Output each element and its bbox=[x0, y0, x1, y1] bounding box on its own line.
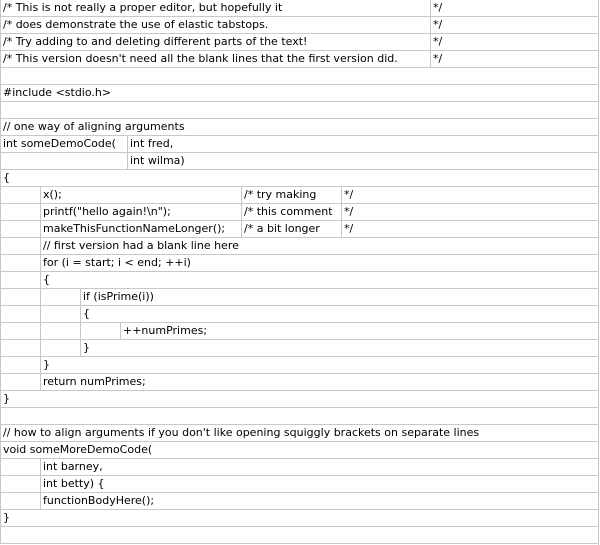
editor-line[interactable] bbox=[0, 493, 599, 510]
editor-line[interactable] bbox=[0, 238, 599, 255]
tab-cell: */ bbox=[341, 187, 599, 203]
tab-cell: // one way of aligning arguments bbox=[0, 119, 599, 135]
tab-cell: int fred, bbox=[127, 136, 599, 152]
tab-cell: */ bbox=[430, 0, 599, 16]
editor-line[interactable] bbox=[0, 459, 599, 476]
tab-cell: */ bbox=[341, 204, 599, 220]
tab-cell: makeThisFunctionNameLonger(); bbox=[40, 221, 241, 237]
tab-cell bbox=[0, 68, 599, 84]
editor-line[interactable] bbox=[0, 85, 599, 102]
tab-cell: for (i = start; i < end; ++i) bbox=[40, 255, 599, 271]
tab-cell bbox=[0, 289, 40, 305]
tab-cell: { bbox=[80, 306, 599, 322]
editor-line[interactable] bbox=[0, 510, 599, 527]
tab-cell: */ bbox=[341, 221, 599, 237]
tab-cell bbox=[0, 204, 40, 220]
tab-cell: printf("hello again!\n"); bbox=[40, 204, 241, 220]
tab-cell bbox=[0, 459, 40, 475]
editor-line[interactable] bbox=[0, 391, 599, 408]
tab-cell bbox=[0, 255, 40, 271]
editor-line[interactable] bbox=[0, 136, 599, 153]
tab-cell: { bbox=[0, 170, 599, 186]
tab-cell bbox=[0, 340, 40, 356]
tab-cell: /* try making bbox=[241, 187, 341, 203]
editor-line[interactable] bbox=[0, 170, 599, 187]
tab-cell: void someMoreDemoCode( bbox=[0, 442, 599, 458]
editor-right-border bbox=[598, 0, 599, 545]
tab-cell: int betty) { bbox=[40, 476, 599, 492]
editor-line[interactable] bbox=[0, 119, 599, 136]
editor-line[interactable] bbox=[0, 0, 599, 17]
editor-line[interactable] bbox=[0, 442, 599, 459]
tab-cell: // how to align arguments if you don't like opening squiggly brackets on separate lines bbox=[0, 425, 599, 441]
tab-cell: int wilma) bbox=[127, 153, 599, 169]
tab-cell: } bbox=[80, 340, 599, 356]
tab-cell: return numPrimes; bbox=[40, 374, 599, 390]
editor-line[interactable] bbox=[0, 306, 599, 323]
tab-cell bbox=[0, 527, 599, 543]
tab-cell bbox=[40, 289, 80, 305]
editor-line[interactable] bbox=[0, 17, 599, 34]
tab-cell: /* this comment bbox=[241, 204, 341, 220]
tab-cell: /* a bit longer bbox=[241, 221, 341, 237]
editor-line[interactable] bbox=[0, 221, 599, 238]
tab-cell: // first version had a blank line here bbox=[40, 238, 599, 254]
tab-cell: */ bbox=[430, 34, 599, 50]
editor-line[interactable] bbox=[0, 187, 599, 204]
editor-line[interactable] bbox=[0, 289, 599, 306]
tab-cell bbox=[0, 493, 40, 509]
editor-line[interactable] bbox=[0, 34, 599, 51]
tab-cell: */ bbox=[430, 51, 599, 67]
editor-line[interactable] bbox=[0, 204, 599, 221]
tab-cell bbox=[80, 323, 120, 339]
tab-cell: #include <stdio.h> bbox=[0, 85, 599, 101]
editor-line[interactable] bbox=[0, 51, 599, 68]
tab-cell: /* Try adding to and deleting different parts of the text! bbox=[0, 34, 430, 50]
tab-cell: } bbox=[40, 357, 599, 373]
tab-cell: /* does demonstrate the use of elastic tabstops. bbox=[0, 17, 430, 33]
editor-line[interactable] bbox=[0, 68, 599, 85]
tab-cell bbox=[0, 238, 40, 254]
tab-cell bbox=[0, 153, 127, 169]
editor-line[interactable] bbox=[0, 357, 599, 374]
tab-cell: { bbox=[40, 272, 599, 288]
tab-cell: functionBodyHere(); bbox=[40, 493, 599, 509]
tab-cell bbox=[0, 408, 599, 424]
tab-cell bbox=[0, 374, 40, 390]
editor-line[interactable] bbox=[0, 255, 599, 272]
editor-line[interactable] bbox=[0, 272, 599, 289]
tab-cell bbox=[0, 357, 40, 373]
editor-line[interactable] bbox=[0, 476, 599, 493]
tab-cell: int barney, bbox=[40, 459, 599, 475]
tab-cell: } bbox=[0, 510, 599, 526]
editor-line[interactable] bbox=[0, 374, 599, 391]
tab-cell: } bbox=[0, 391, 599, 407]
tab-cell: /* This version doesn't need all the blank lines that the first version did. bbox=[0, 51, 430, 67]
tab-cell: ++numPrimes; bbox=[120, 323, 599, 339]
tab-cell: */ bbox=[430, 17, 599, 33]
tab-cell bbox=[0, 476, 40, 492]
editor-line[interactable] bbox=[0, 527, 599, 544]
editor-line[interactable] bbox=[0, 425, 599, 442]
tab-cell bbox=[40, 306, 80, 322]
tab-cell: x(); bbox=[40, 187, 241, 203]
editor-line[interactable] bbox=[0, 153, 599, 170]
tab-cell bbox=[0, 102, 599, 118]
editor-line[interactable] bbox=[0, 340, 599, 357]
tab-cell: int someDemoCode( bbox=[0, 136, 127, 152]
tab-cell bbox=[0, 306, 40, 322]
tab-cell bbox=[40, 340, 80, 356]
tab-cell bbox=[40, 323, 80, 339]
tab-cell bbox=[0, 187, 40, 203]
tab-cell bbox=[0, 272, 40, 288]
editor-line[interactable] bbox=[0, 102, 599, 119]
editor-line[interactable] bbox=[0, 408, 599, 425]
tab-cell bbox=[0, 221, 40, 237]
tab-cell: /* This is not really a proper editor, but hopefully it bbox=[0, 0, 430, 16]
tab-cell: if (isPrime(i)) bbox=[80, 289, 599, 305]
editor-line[interactable] bbox=[0, 323, 599, 340]
tab-cell bbox=[0, 323, 40, 339]
